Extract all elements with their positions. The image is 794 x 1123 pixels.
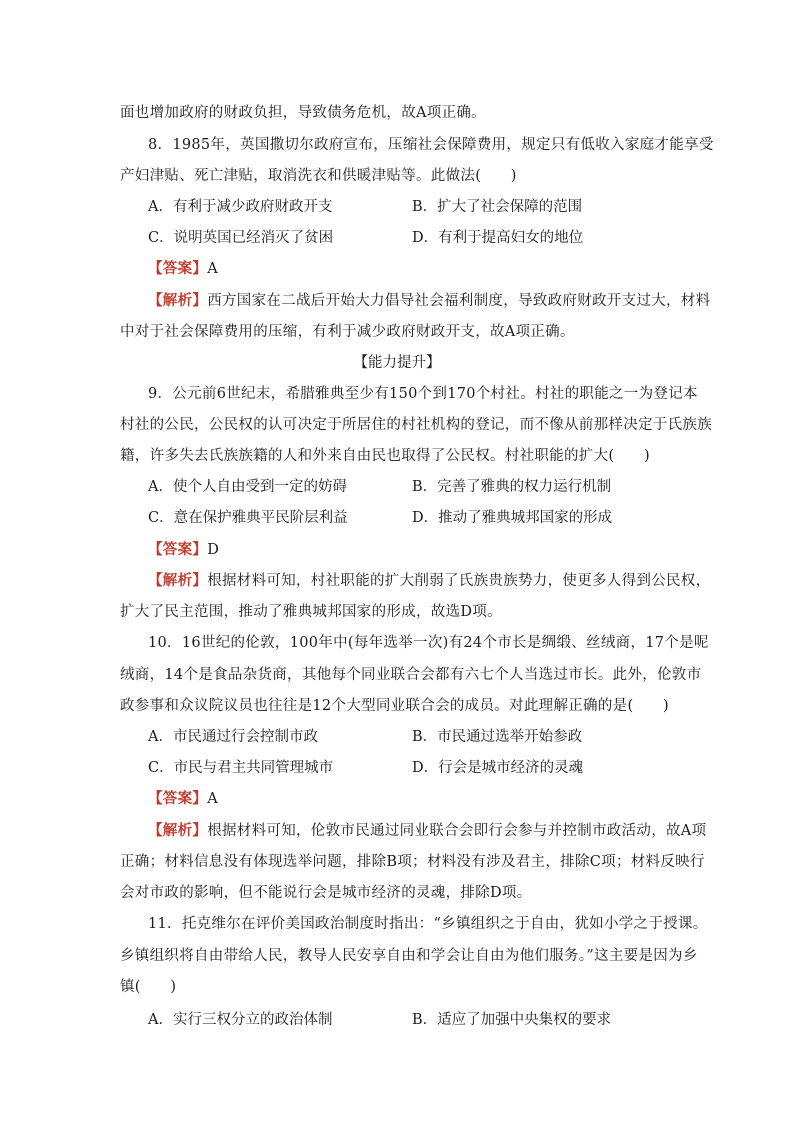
q10-option-d[interactable]: D．行会是城市经济的灵魂 <box>412 760 584 776</box>
analysis-label: 【解析】 <box>148 572 208 589</box>
q8-analysis-line <box>148 291 710 311</box>
q8-answer <box>148 259 218 279</box>
answer-label: 【答案】 <box>148 541 208 558</box>
answer-label: 【答案】 <box>148 260 208 277</box>
section-title: 【能力提升】 <box>353 355 441 371</box>
q11-option-b[interactable]: B．适应了加强中央集权的要求 <box>412 1012 612 1028</box>
q8-option-c[interactable]: C．说明英国已经消灭了贫困 <box>148 230 334 246</box>
q9-option-b[interactable]: B．完善了雅典的权力运行机制 <box>412 479 612 495</box>
analysis-text: 根据材料可知，村社职能的扩大削弱了氏族贵族势力，使更多人得到公民权， <box>207 573 711 589</box>
analysis-label: 【解析】 <box>148 292 208 309</box>
answer-label: 【答案】 <box>148 790 208 807</box>
q8-stem-line: 8．1985年，英国撒切尔政府宣布，压缩社会保障费用，规定只有低收入家庭才能享受 <box>148 137 714 153</box>
q9-stem-line: 籍，许多失去氏族族籍的人和外来自由民也取得了公民权。村社职能的扩大( ) <box>120 448 650 464</box>
q11-stem-line: 11．托克维尔在评价美国政治制度时指出：“乡镇组织之于自由，犹如小学之于授课。 <box>148 916 708 932</box>
q9-option-a[interactable]: A．使个人自由受到一定的妨碍 <box>148 479 347 495</box>
answer-value: A <box>207 791 218 807</box>
q10-option-b[interactable]: B．市民通过选举开始参政 <box>412 729 583 745</box>
q8-option-a[interactable]: A．有利于减少政府财政开支 <box>148 199 333 215</box>
q9-answer <box>148 540 219 560</box>
q8-option-d[interactable]: D．有利于提高妇女的地位 <box>412 230 584 246</box>
q10-option-c[interactable]: C．市民与君主共同管理城市 <box>148 760 334 776</box>
q11-stem-line: 乡镇组织将自由带给人民，教导人民安享自由和学会让自由为他们服务。”这主要是因为乡 <box>120 948 698 964</box>
q10-analysis-line <box>148 821 706 841</box>
q11-option-a[interactable]: A．实行三权分立的政治体制 <box>148 1012 333 1028</box>
answer-value: A <box>207 261 218 277</box>
q9-stem-line: 村社的公民，公民权的认可决定于所居住的村社机构的登记，而不像从前那样决定于氏族族 <box>120 417 712 433</box>
q10-option-a[interactable]: A．市民通过行会控制市政 <box>148 729 318 745</box>
analysis-text: 根据材料可知，伦敦市民通过同业联合会即行会参与并控制市政活动，故A项 <box>207 823 707 839</box>
q8-analysis-line: 中对于社会保障费用的压缩，有利于减少政府财政开支，故A项正确。 <box>120 324 575 340</box>
q9-option-d[interactable]: D．推动了雅典城邦国家的形成 <box>412 510 613 526</box>
q8-option-b[interactable]: B．扩大了社会保障的范围 <box>412 199 583 215</box>
analysis-text: 西方国家在二战后开始大力倡导社会福利制度，导致政府财政开支过大，材料 <box>207 293 711 309</box>
q10-analysis-line: 会对市政的影响，但不能说行会是城市经济的灵魂，排除D项。 <box>120 885 532 901</box>
q10-stem-line: 绒商，14个是食品杂货商，其他每个同业联合会都有六七个人当选过市长。此外，伦敦市 <box>120 667 702 683</box>
q10-answer <box>148 789 218 809</box>
q10-stem-line: 10．16世纪的伦敦，100年中(每年选举一次)有24个市长是绸缎、丝绒商，17个是呢 <box>148 635 709 651</box>
q9-analysis-line: 扩大了民主范围，推动了雅典城邦国家的形成，故选D项。 <box>120 604 502 620</box>
q10-analysis-line: 正确；材料信息没有体现选举问题，排除B项；材料没有涉及君主，排除C项；材料反映行 <box>120 854 705 870</box>
analysis-label: 【解析】 <box>148 822 208 839</box>
answer-value: D <box>207 542 220 558</box>
q7-analysis-tail: 面也增加政府的财政负担，导致债务危机，故A项正确。 <box>120 105 486 121</box>
q9-analysis-line <box>148 571 710 591</box>
q11-stem-line: 镇( ) <box>120 979 177 995</box>
q8-stem-line: 产妇津贴、死亡津贴，取消洗衣和供暖津贴等。此做法( ) <box>120 168 517 184</box>
q10-stem-line: 政参事和众议院议员也往往是12个大型同业联合会的成员。对此理解正确的是( ) <box>120 698 669 714</box>
q9-stem-line: 9．公元前6世纪末，希腊雅典至少有150个到170个村社。村社的职能之一为登记本 <box>148 386 698 402</box>
q9-option-c[interactable]: C．意在保护雅典平民阶层利益 <box>148 510 348 526</box>
